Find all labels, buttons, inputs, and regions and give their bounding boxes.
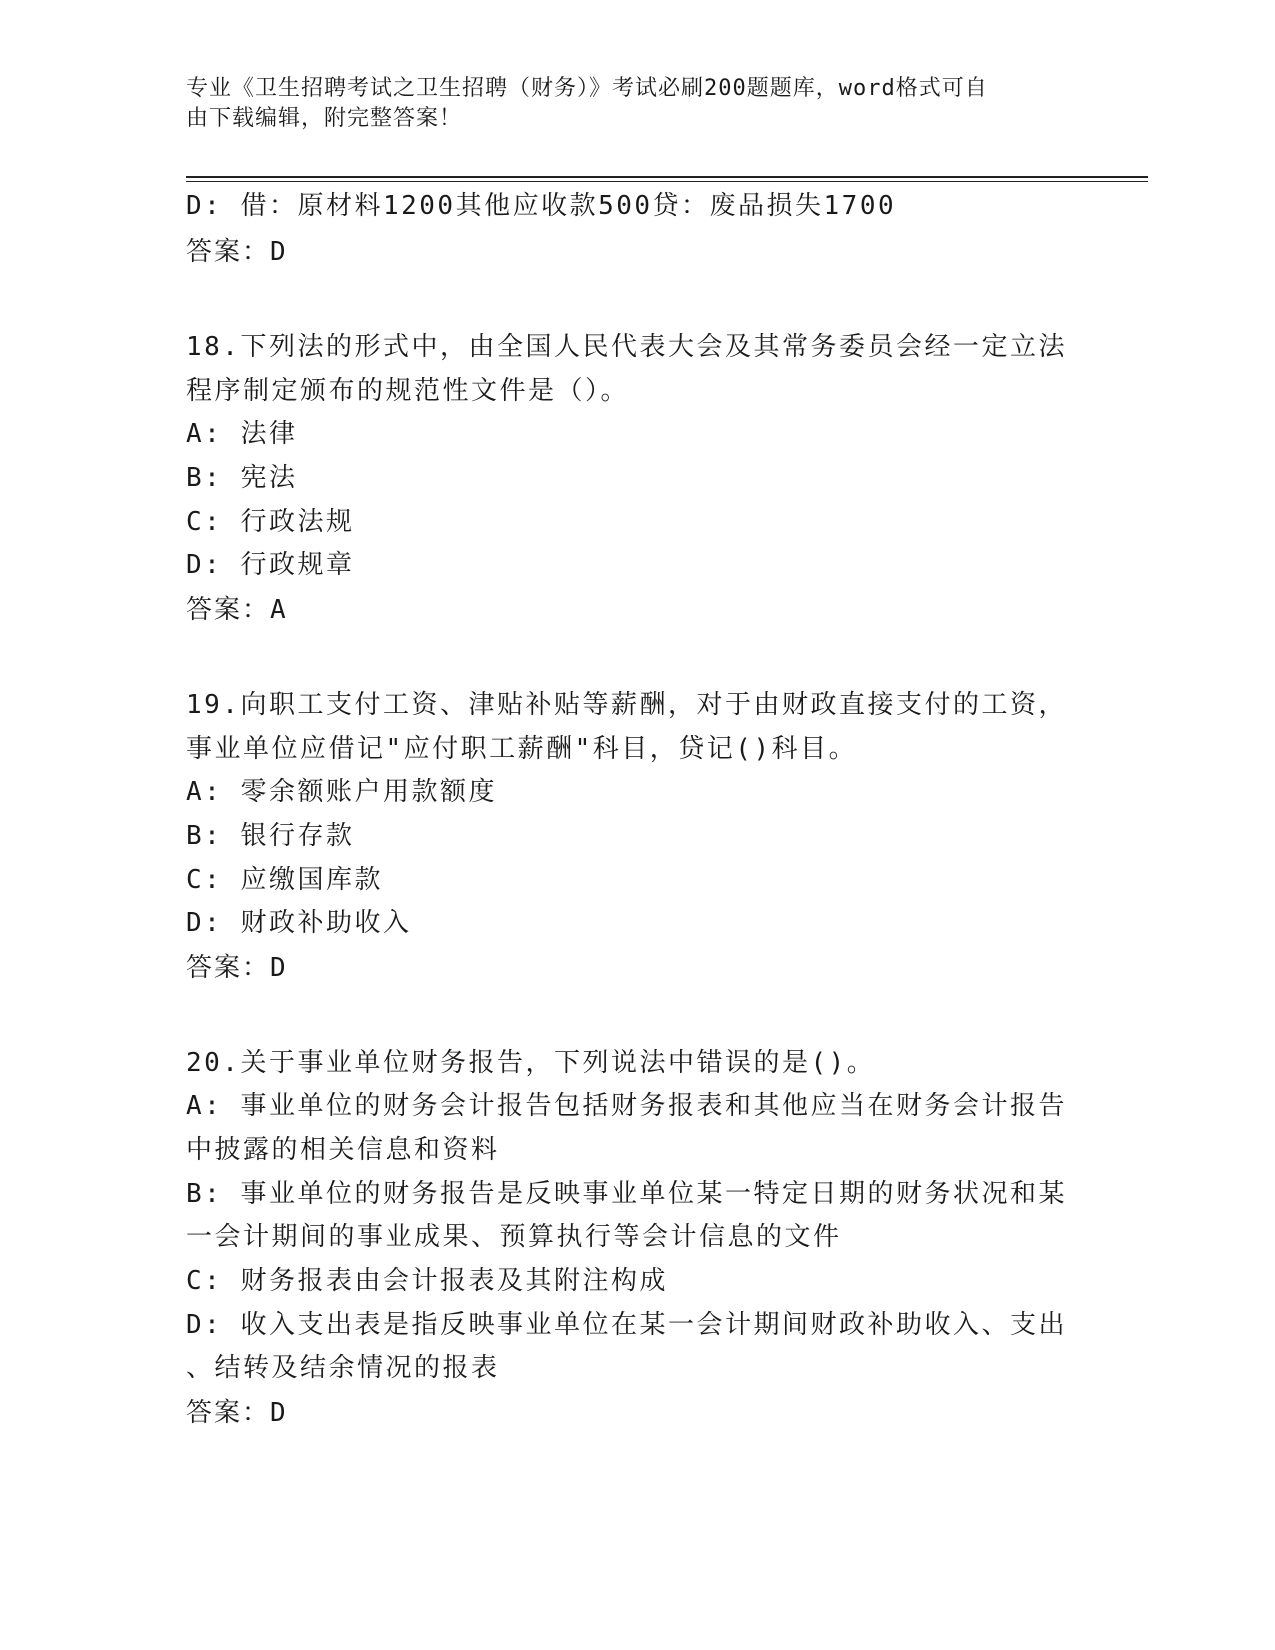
header-line-1: 专业《卫生招聘考试之卫生招聘（财务）》考试必刷200题题库，word格式可自 (186, 76, 988, 101)
q19-answer: 答案：D (186, 953, 288, 983)
q20-option-d-line-1: D: 收入支出表是指反映事业单位在某一会计期间财政补助收入、支出 (186, 1310, 1067, 1340)
q19-option-d: D: 财政补助收入 (186, 908, 412, 938)
header-line-2: 由下载编辑，附完整答案！ (186, 106, 463, 131)
q19-stem-line-1: 19.向职工支付工资、津贴补贴等薪酬，对于由财政直接支付的工资， (186, 690, 1067, 720)
q19-option-b: B: 银行存款 (186, 821, 355, 851)
q19-option-a: A: 零余额账户用款额度 (186, 777, 497, 807)
q20-option-a-line-1: A: 事业单位的财务会计报告包括财务报表和其他应当在财务会计报告 (186, 1091, 1067, 1121)
q20-answer: 答案：D (186, 1398, 288, 1428)
header-rule-thin (186, 181, 1148, 182)
q20-option-d-line-2: 、结转及结余情况的报表 (186, 1353, 500, 1383)
q18-option-c: C: 行政法规 (186, 507, 355, 537)
q17-answer: 答案：D (186, 237, 288, 267)
q20-option-b-line-1: B: 事业单位的财务报告是反映事业单位某一特定日期的财务状况和某 (186, 1179, 1067, 1209)
header-rule-thick (186, 176, 1148, 178)
q18-stem-line-1: 18.下列法的形式中，由全国人民代表大会及其常务委员会经一定立法 (186, 332, 1067, 362)
q20-option-b-line-2: 一会计期间的事业成果、预算执行等会计信息的文件 (186, 1222, 842, 1252)
q18-answer: 答案：A (186, 595, 288, 625)
q18-option-a: A: 法律 (186, 419, 298, 449)
q17-option-d: D: 借：原材料1200其他应收款500贷：废品损失1700 (186, 191, 897, 221)
q20-option-a-line-2: 中披露的相关信息和资料 (186, 1135, 500, 1165)
q19-stem-line-2: 事业单位应借记"应付职工薪酬"科目，贷记()科目。 (186, 734, 858, 764)
q20-stem-line-1: 20.关于事业单位财务报告，下列说法中错误的是()。 (186, 1048, 876, 1078)
q18-stem-line-2: 程序制定颁布的规范性文件是（）。 (186, 376, 630, 406)
q18-option-b: B: 宪法 (186, 463, 298, 493)
q19-option-c: C: 应缴国库款 (186, 865, 383, 895)
q20-option-c: C: 财务报表由会计报表及其附注构成 (186, 1266, 668, 1296)
document-header (186, 74, 1086, 134)
q18-option-d: D: 行政规章 (186, 550, 355, 580)
